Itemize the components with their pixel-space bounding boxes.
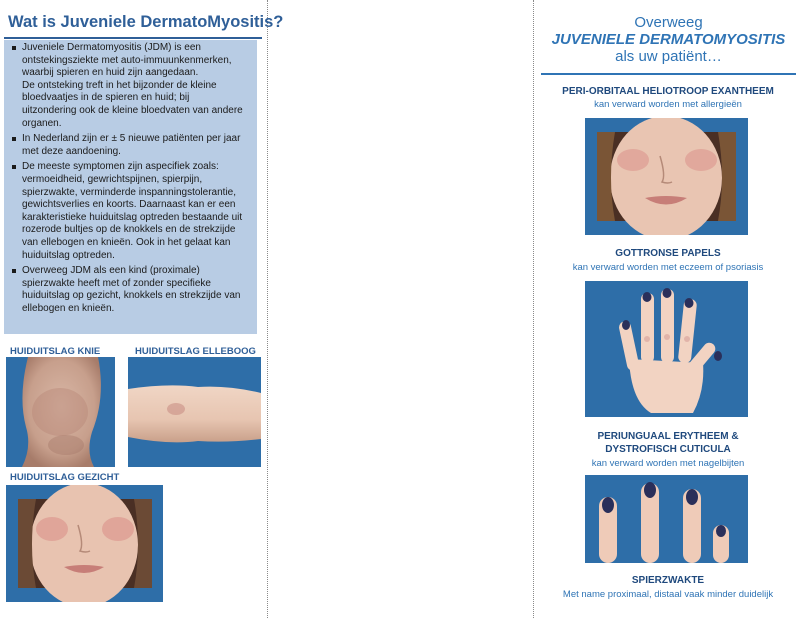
left-panel-title: Wat is Juveniele DermatoMyositis? bbox=[8, 13, 284, 31]
elbow-illustration bbox=[128, 357, 261, 467]
section-subtitle-gottron: kan verward worden met eczeem of psoriasis bbox=[572, 262, 764, 273]
section-title-heliotrope: PERI-ORBITAAL HELIOTROOP EXANTHEEM bbox=[562, 86, 774, 97]
elbow-rash-photo bbox=[128, 357, 261, 467]
right-heading-line2: JUVENIELE DERMATOMYOSITIS bbox=[551, 31, 786, 48]
title-rule bbox=[4, 37, 262, 39]
periungual-erythema-photo bbox=[585, 475, 748, 563]
knee-illustration bbox=[6, 357, 115, 467]
label-rash-face: HUIDUITSLAG GEZICHT bbox=[10, 472, 120, 483]
face-illustration-right bbox=[585, 118, 748, 235]
right-heading-line1: Overweeg bbox=[634, 14, 703, 31]
heliotrope-rash-photo bbox=[585, 118, 748, 235]
info-bullet-consider: Overweeg JDM als een kind (proximale) spierzwakte heeft met of zonder specifieke huiduitslag op gezicht, knokkels en strekzijde van ellebogen en knieën. bbox=[22, 265, 253, 315]
section-title-gottron: GOTTRONSE PAPELS bbox=[615, 248, 721, 259]
face-illustration-left bbox=[6, 485, 163, 602]
section-subtitle-heliotrope: kan verward worden met allergieën bbox=[594, 99, 742, 110]
section-subtitle-periungual: kan verward worden met nagelbijten bbox=[591, 458, 745, 469]
section-subtitle-muscle-weakness: Met name proximaal, distaal vaak minder duidelijk bbox=[562, 589, 774, 600]
info-box bbox=[4, 40, 257, 334]
info-bullet-incidence: In Nederland zijn er ± 5 nieuwe patiënten per jaar met deze aandoening. bbox=[22, 133, 253, 158]
info-bullet-list bbox=[10, 42, 253, 315]
label-rash-elbow: HUIDUITSLAG ELLEBOOG bbox=[135, 346, 256, 357]
right-heading-line3: als uw patiënt… bbox=[615, 48, 722, 65]
right-heading-rule bbox=[541, 73, 796, 75]
fingers-illustration bbox=[585, 475, 748, 563]
section-title-muscle-weakness: SPIERZWAKTE bbox=[631, 575, 705, 586]
fold-line-right bbox=[533, 0, 534, 618]
info-bullet-definition: Juveniele Dermatomyositis (JDM) is een ontstekingsziekte met auto-immuunkenmerken, waarbij spieren en huid zijn aangedaan. De ontsteking treft in het bijzonder de kleine bloedvaatjes in de spieren en huid; bij uitzondering ook de kleine bloedvaten van andere organen. bbox=[22, 42, 253, 130]
info-bullet-symptoms: De meeste symptomen zijn aspecifiek zoals: vermoeidheid, gewrichtspijnen, spierpijn, spierzwakte, verminderde inspanningstolerantie, gewichtsverlies en koorts. Daarnaast kan er een karakteristieke huiduitslag optreden bestaande uit rozerode bultjes op de knokkels en de strekzijde van ellebogen en knieën. Ook in het gelaat kan huiduitslag optreden. bbox=[22, 161, 253, 262]
section-title-periungual-line2: DYSTROFISCH CUTICULA bbox=[605, 444, 731, 455]
section-title-periungual-line1: PERIUNGUAAL ERYTHEEM & bbox=[597, 431, 739, 442]
hand-illustration bbox=[585, 281, 748, 417]
gottron-papules-photo bbox=[585, 281, 748, 417]
label-rash-knee: HUIDUITSLAG KNIE bbox=[10, 346, 101, 357]
knee-rash-photo bbox=[6, 357, 115, 467]
face-rash-photo bbox=[6, 485, 163, 602]
fold-line-left bbox=[267, 0, 268, 618]
